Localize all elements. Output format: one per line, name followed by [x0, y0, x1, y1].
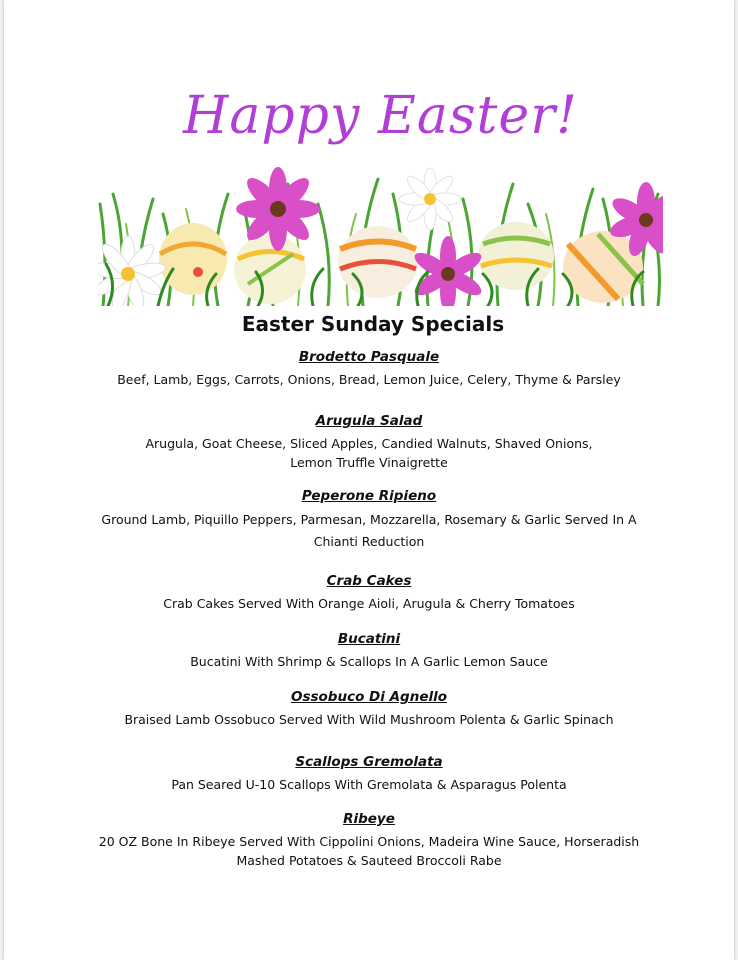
menu-item: [0, 810, 738, 870]
menu-item-name: Ossobuco Di Agnello: [290, 689, 447, 705]
menu-item-description: Arugula, Goat Cheese, Sliced Apples, Candied Walnuts, Shaved Onions, Lemon Truffle Vinaigrette: [145, 436, 593, 470]
menu-item-name: Scallops Gremolata: [295, 754, 443, 770]
egg-2-icon: [234, 234, 306, 304]
menu-item: [0, 412, 738, 472]
pink-flower-icon: [411, 236, 485, 306]
menu-item-description: Pan Seared U-10 Scallops With Gremolata & Asparagus Polenta: [171, 777, 567, 792]
menu-item: [0, 630, 738, 672]
menu-title: Easter Sunday Specials: [241, 312, 505, 336]
egg-1-icon: [159, 223, 227, 295]
menu-item-description: Bucatini With Shrimp & Scallops In A Garlic Lemon Sauce: [190, 654, 548, 669]
easter-banner: [98, 84, 663, 306]
menu-item-name: Ribeye: [343, 811, 395, 827]
menu-item: [0, 487, 738, 553]
menu-item-name: Crab Cakes: [326, 573, 412, 589]
menu-item-description: 20 OZ Bone In Ribeye Served With Cippolini Onions, Madeira Wine Sauce, Horseradish Mashed Potatoes & Sauteed Broccoli Rabe: [98, 834, 640, 868]
menu-page: [4, 0, 734, 960]
pink-flower-icon: [236, 167, 320, 251]
menu-item: [0, 753, 738, 795]
menu-item-name: Peperone Ripieno: [301, 488, 437, 504]
menu-item-name: Brodetto Pasquale: [298, 349, 440, 365]
menu-item: [0, 348, 738, 390]
menu-item: [0, 572, 738, 614]
egg-3-icon: [338, 226, 418, 298]
menu-item-name: Bucatini: [337, 631, 401, 647]
menu-item-description: Braised Lamb Ossobuco Served With Wild Mushroom Polenta & Garlic Spinach: [124, 712, 614, 727]
menu-item-description: Crab Cakes Served With Orange Aioli, Arugula & Cherry Tomatoes: [163, 596, 575, 611]
banner-title: Happy Easter!: [183, 86, 578, 146]
white-daisy-icon: [399, 168, 461, 230]
menu-item: [0, 688, 738, 730]
menu-item-description: Beef, Lamb, Eggs, Carrots, Onions, Bread, Lemon Juice, Celery, Thyme & Parsley: [117, 372, 621, 387]
menu-item-description: Ground Lamb, Piquillo Peppers, Parmesan, Mozzarella, Rosemary & Garlic Served In A Chianti Reduction: [101, 512, 637, 549]
menu-item-name: Arugula Salad: [315, 413, 423, 429]
